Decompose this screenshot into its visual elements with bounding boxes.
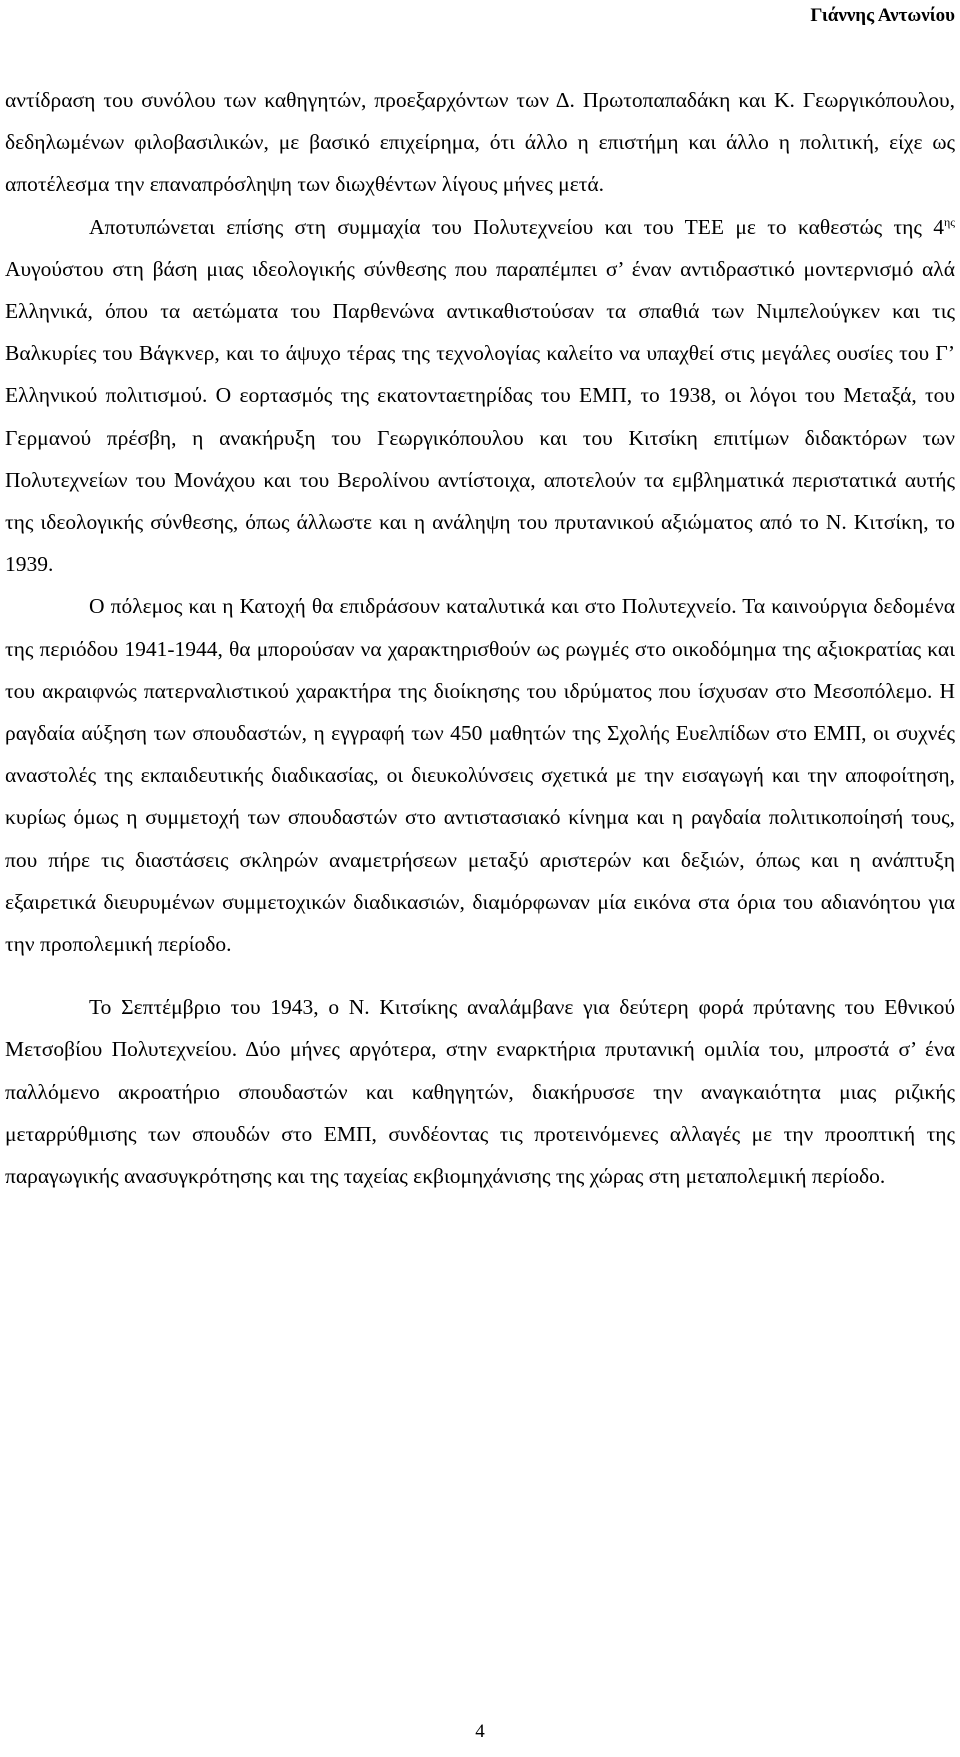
- paragraph-2-start: Αποτυπώνεται επίσης στη συμμαχία του Πολυτεχνείου και του ΤΕΕ με το καθεστώς της 4: [89, 214, 944, 239]
- page-number: 4: [475, 1721, 485, 1742]
- ordinal-superscript: ης: [943, 214, 955, 229]
- paragraph-3: Ο πόλεμος και η Κατοχή θα επιδράσουν καταλυτικά και στο Πολυτεχνείο. Τα καινούργια δεδομένα της περιόδου 1941-1944, θα μπορούσαν να χαρακτηρισθούν ως ρωγμές στο οικοδόμημα της αξιοκρατίας και του ακραιφνώς πατερναλιστικού χαρακτήρα της διοίκησης του ιδρύματος που ίσχυσαν στο Μεσοπόλεμο. Η ραγδαία αύξηση των σπουδαστών, η εγγραφή των 450 μαθητών της Σχολής Ευελπίδων στο ΕΜΠ, οι συχνές αναστολές της εκπαιδευτικής διαδικασίας, οι διευκολύνσεις σχετικά με την εισαγωγή και την αποφοίτηση, κυρίως όμως η συμμετοχή των σπουδαστών στο αντιστασιακό κίνημα και η ραγδαία πολιτικοποίησή τους, που πήρε τις διαστάσεις σκληρών αναμετρήσεων μεταξύ αριστερών και δεξιών, όπως και η ανάπτυξη εξαιρετικά διευρυμένων συμμετοχικών διαδικασιών, διαμόρφωναν μία εικόνα στα όρια του αδιανόητου για την προπολεμική περίοδο.: [5, 594, 955, 957]
- paragraph-2-rest: Αυγούστου στη βάση μιας ιδεολογικής σύνθεσης που παραπέμπει σ’ έναν αντιδραστικό μοντερνισμό αλά Ελληνικά, όπου τα αετώματα του Παρθενώνα αντικαθιστούσαν τα σπαθιά των Νιμπελούγκεν και τις Βαλκυρίες του Βάγκνερ, και το άψυχο τέρας της τεχνολογίας καλείτο να υπαχθεί στις μεγάλες ουσίες του Γ’ Ελληνικού πολιτισμού. Ο εορτασμός της εκατονταετηρίδας του ΕΜΠ, το 1938, οι λόγοι του Μεταξά, του Γερμανού πρέσβη, η ανακήρυξη του Γεωργικόπουλου και του Κιτσίκη επιτίμων διδακτόρων των Πολυτεχνείων του Μονάχου και του Βερολίνου αντίστοιχα, αποτελούν τα εμβληματικά περιστατικά αυτής της ιδεολογικής σύνθεσης, όπως άλλωστε και η ανάληψη του πρυτανικού αξιώματος από το Ν. Κιτσίκη, το 1939.: [5, 256, 955, 577]
- page-header-author: Γιάννης Αντωνίου: [810, 5, 955, 26]
- paragraph-1: αντίδραση του συνόλου των καθηγητών, προεξαρχόντων των Δ. Πρωτοπαπαδάκη και Κ. Γεωργικόπουλου, δεδηλωμένων φιλοβασιλικών, με βασικό επιχείρημα, ότι άλλο η επιστήμη και άλλο η πολιτική, είχε ως αποτέλεσμα την επαναπρόσληψη των διωχθέντων λίγους μήνες μετά.: [5, 88, 955, 197]
- paragraph-4: Το Σεπτέμβριο του 1943, ο Ν. Κιτσίκης αναλάμβανε για δεύτερη φορά πρύτανης του Εθνικού Μετσοβίου Πολυτεχνείου. Δύο μήνες αργότερα, στην εναρκτήρια πρυτανική ομιλία του, μπροστά σ’ ένα παλλόμενο ακροατήριο σπουδαστών και καθηγητών, διακήρυσσε την αναγκαιότητα μιας ριζικής μεταρρύθμισης των σπουδών στο ΕΜΠ, συνδέοντας τις προτεινόμενες αλλαγές με την προοπτική της παραγωγικής ανασυγκρότησης και της ταχείας εκβιομηχάνισης της χώρας στη μεταπολεμική περίοδο.: [5, 995, 955, 1189]
- document-body: [5, 79, 955, 1197]
- paragraph-2: [5, 206, 955, 586]
